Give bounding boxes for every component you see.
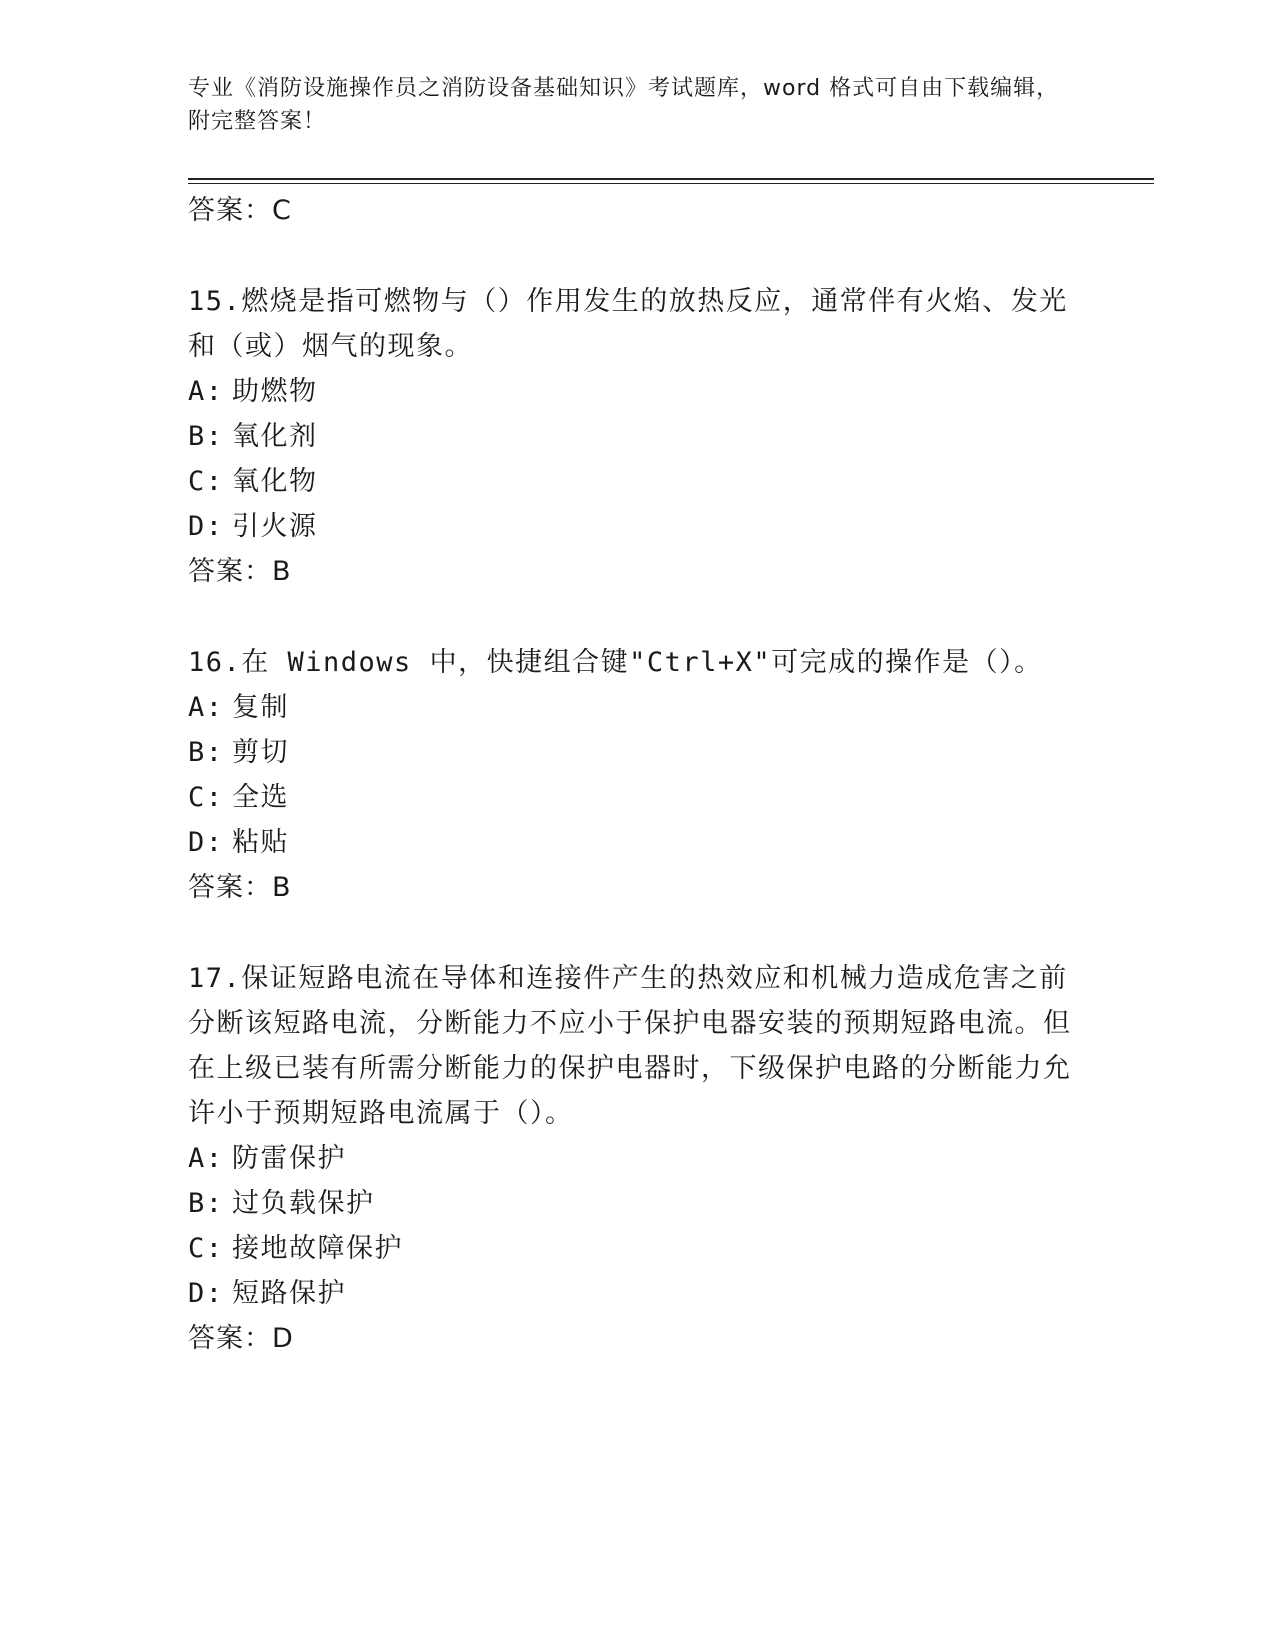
option-b [188,730,1088,775]
question-15 [188,279,1088,595]
option-label: D: [188,511,224,542]
answer-line: 答案：B [188,872,292,903]
option-a [188,685,1088,730]
option-text: 全选 [232,782,289,813]
option-d [188,820,1088,865]
option-text: 短路保护 [232,1278,346,1309]
option-a [188,369,1088,414]
option-text: 引火源 [232,511,318,542]
question-text: 17.保证短路电流在导体和连接件产生的热效应和机械力造成危害之前分断该短路电流，分断能力不应小于保护电器安装的预期短路电流。但在上级已装有所需分断能力的保护电器时，下级保护电路的分断能力允许小于预期短路电流属于（）。 [188,963,1072,1129]
option-text: 防雷保护 [232,1143,346,1174]
option-label: A: [188,376,224,407]
option-label: A: [188,692,224,723]
question-text: 16.在 Windows 中，快捷组合键"Ctrl+X"可完成的操作是（）。 [188,647,1043,678]
option-text: 助燃物 [232,376,318,407]
answer-line: 答案：B [188,556,292,587]
question-text: 15.燃烧是指可燃物与（）作用发生的放热反应，通常伴有火焰、发光和（或）烟气的现象。 [188,286,1068,362]
answer-line: 答案：C [188,195,292,226]
option-b [188,414,1088,459]
option-text: 氧化剂 [232,421,318,452]
option-text: 复制 [232,692,289,723]
header-divider-thin [188,183,1154,184]
option-c [188,775,1088,820]
option-label: D: [188,1278,224,1309]
option-label: D: [188,827,224,858]
header-divider-thick [188,178,1154,180]
option-label: C: [188,1233,224,1264]
option-d [188,1271,1088,1316]
option-text: 接地故障保护 [232,1233,403,1264]
option-b [188,1181,1088,1226]
answer-line: 答案：D [188,1323,294,1354]
option-text: 粘贴 [232,827,289,858]
document-content [188,188,1088,1362]
document-header-note: 专业《消防设施操作员之消防设备基础知识》考试题库，word 格式可自由下载编辑，附完整答案！ [188,76,1060,134]
option-label: B: [188,421,224,452]
option-label: B: [188,737,224,768]
option-label: A: [188,1143,224,1174]
option-label: C: [188,782,224,813]
question-16 [188,640,1088,911]
option-text: 过负载保护 [232,1188,375,1219]
option-d [188,504,1088,549]
question-17 [188,956,1088,1362]
option-text: 剪切 [232,737,289,768]
option-text: 氧化物 [232,466,318,497]
option-c [188,459,1088,504]
option-label: B: [188,1188,224,1219]
option-c [188,1226,1088,1271]
option-a [188,1136,1088,1181]
option-label: C: [188,466,224,497]
